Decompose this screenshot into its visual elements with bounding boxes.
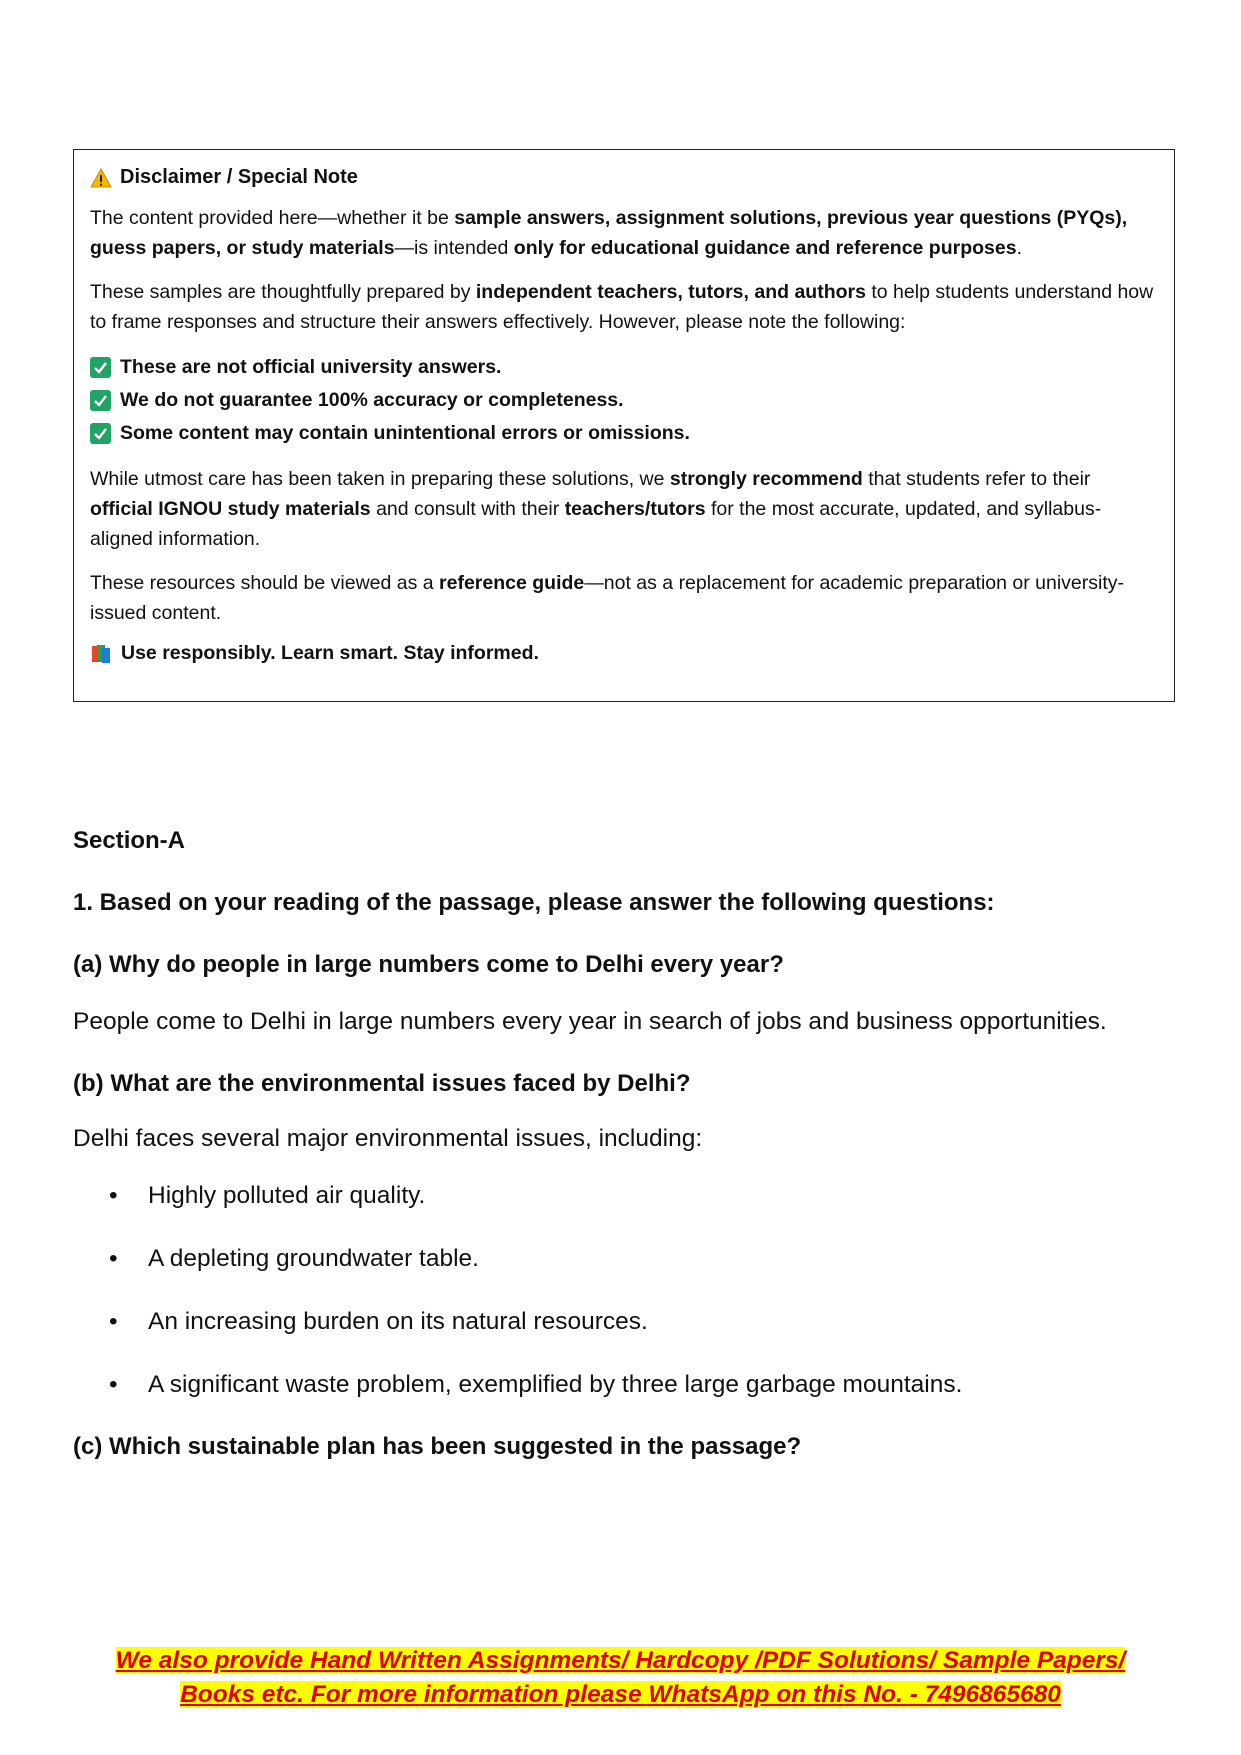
text: These resources should be viewed as a <box>90 572 440 594</box>
text: While utmost care has been taken in preparing these solutions, we <box>90 468 670 490</box>
text: that students refer to their <box>862 468 1091 490</box>
disclaimer-check-list <box>90 351 1158 450</box>
text: . <box>1016 237 1023 259</box>
disclaimer-closing <box>90 642 1158 665</box>
text: —not as a replacement for academic preparation or university-issued content. <box>90 572 1125 624</box>
check-item <box>90 384 1158 417</box>
disclaimer-paragraph-3 <box>90 464 1158 554</box>
list-item: • Highly polluted air quality. <box>109 1182 426 1209</box>
promo-banner <box>0 1644 1241 1712</box>
list-item: • A depleting groundwater table. <box>109 1245 479 1272</box>
text: and consult with their <box>370 498 565 520</box>
list-item-text: A significant waste problem, exemplified by three large garbage mountains. <box>148 1371 963 1398</box>
question-b: (b) What are the environmental issues faced by Delhi? <box>73 1070 691 1097</box>
books-icon <box>90 643 112 665</box>
answer-b-intro: Delhi faces several major environmental issues, including: <box>73 1125 703 1152</box>
promo-line-1: We also provide Hand Written Assignments/ Hardcopy /PDF Solutions/ Sample Papers/ <box>115 1647 1126 1674</box>
question-1: 1. Based on your reading of the passage, please answer the following questions: <box>73 889 995 916</box>
check-icon <box>90 423 111 444</box>
question-c: (c) Which sustainable plan has been suggested in the passage? <box>73 1433 802 1460</box>
bold-text: only for educational guidance and reference purposes <box>513 237 1017 259</box>
promo-line-2: Books etc. For more information please WhatsApp on this No. - 7496865680 <box>180 1681 1061 1708</box>
check-item-text: We do not guarantee 100% accuracy or completeness. <box>120 389 624 411</box>
text: for the most accurate, updated, and syllabus-aligned information. <box>90 498 1102 550</box>
disclaimer-paragraph-1 <box>90 203 1158 263</box>
bold-text: independent teachers, tutors, and authors <box>475 281 866 303</box>
section-heading: Section-A <box>73 827 186 854</box>
check-item <box>90 417 1158 450</box>
check-item-text: Some content may contain unintentional errors or omissions. <box>120 422 690 444</box>
warning-icon <box>90 168 112 188</box>
bold-text: strongly recommend <box>669 468 863 490</box>
text: The content provided here—whether it be <box>90 207 455 229</box>
check-icon <box>90 390 111 411</box>
disclaimer-paragraph-4 <box>90 568 1158 628</box>
bold-text: official IGNOU study materials <box>90 498 371 520</box>
question-a: (a) Why do people in large numbers come to Delhi every year? <box>73 951 784 978</box>
text: to help students understand how to frame responses and structure their answers effectively. However, please note the following: <box>90 281 1154 333</box>
main-content <box>73 825 1173 1463</box>
bold-text: reference guide <box>439 572 585 594</box>
check-item <box>90 351 1158 384</box>
check-item-text: These are not official university answers. <box>120 356 502 378</box>
bold-text: teachers/tutors <box>564 498 706 520</box>
list-item-text: A depleting groundwater table. <box>148 1245 479 1272</box>
list-item: • An increasing burden on its natural resources. <box>109 1308 648 1335</box>
text: These samples are thoughtfully prepared by <box>90 281 476 303</box>
answer-b-list <box>73 1180 1173 1401</box>
disclaimer-title: Disclaimer / Special Note <box>120 166 358 188</box>
text: —is intended <box>394 237 514 259</box>
closing-text: Use responsibly. Learn smart. Stay informed. <box>121 642 539 664</box>
list-item-text: An increasing burden on its natural resources. <box>148 1308 648 1335</box>
list-item-text: Highly polluted air quality. <box>148 1182 426 1209</box>
bold-text: sample answers, assignment solutions, previous year questions (PYQs), guess papers, or study materials <box>90 207 1128 259</box>
list-item: • A significant waste problem, exemplified by three large garbage mountains. <box>109 1371 963 1398</box>
answer-a: People come to Delhi in large numbers every year in search of jobs and business opportunities. <box>73 1008 1107 1035</box>
disclaimer-heading <box>90 166 1158 189</box>
disclaimer-box <box>73 149 1175 702</box>
check-icon <box>90 357 111 378</box>
disclaimer-paragraph-2 <box>90 277 1158 337</box>
